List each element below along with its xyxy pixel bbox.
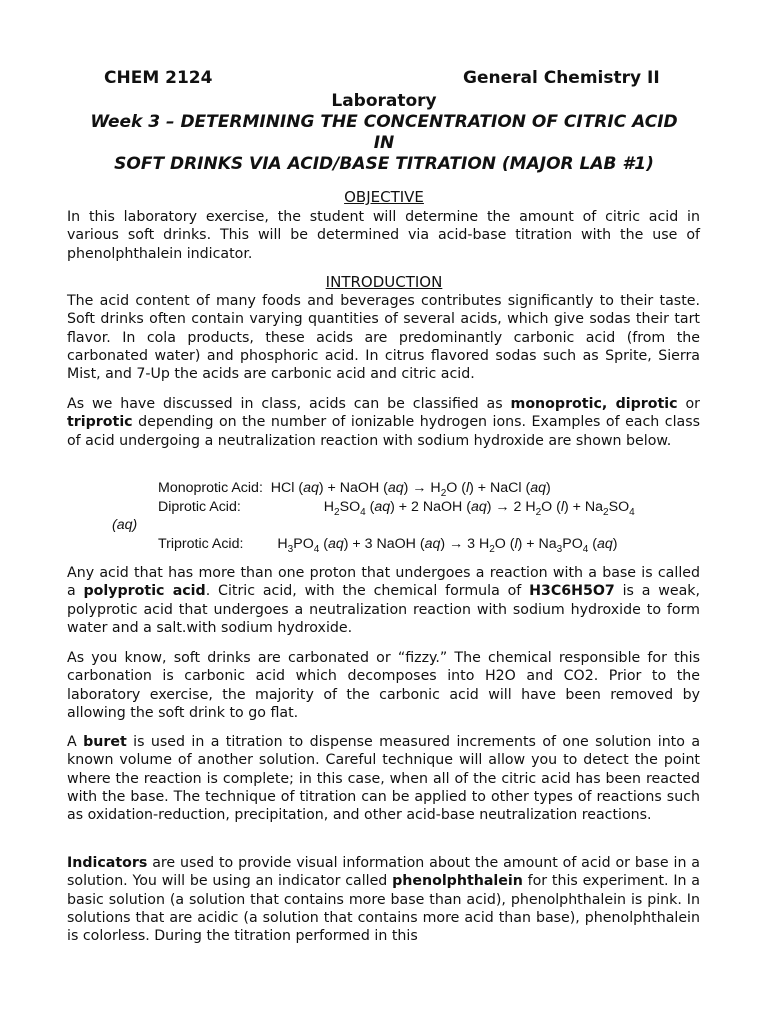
equation-diprotic-wrap (112, 516, 137, 534)
citric-acid-formula: H3C6H5O7 (529, 583, 615, 600)
equation-diprotic: Diprotic Acid: $H_2SO_4$ (aq) + 2 NaOH (aq) → 2 $H_2O$ $(l) + Na_2SO_4$ (158, 499, 635, 518)
text-run: . Citric acid, with the chemical formula of (205, 583, 530, 600)
text-run: As we have discussed in class, acids can be classified as (67, 396, 511, 412)
text-run: is a weak, polyprotic acid that undergoes a neutralization reaction with sodium hydroxide to form water and a salt.with sodium hydroxide. (67, 583, 700, 636)
text-run: A (67, 734, 84, 750)
objective-text: In this laboratory exercise, the student will determine the amount of citric acid in various soft drinks. This will be determined via acid-base titration with the use of phenolphthalein indicator. (67, 209, 700, 262)
course-code: CHEM 2124 (104, 68, 213, 88)
bold-term: polyprotic acid (83, 583, 206, 600)
text-run: are used to provide visual information about the amount of acid or base in a solution. You will be using an indicator called (67, 855, 700, 890)
equation-triprotic: Triprotic Acid: $H_3PO_4$ (aq) + 3 NaOH (aq) → 3 $H_2O$ $(l) + Na_3PO_4$ (aq) (158, 536, 618, 555)
course-title: General Chemistry II (463, 68, 660, 88)
bold-term: triprotic (67, 414, 133, 431)
intro-paragraph-5 (67, 733, 700, 824)
bold-term: monoprotic, diprotic (510, 396, 678, 412)
introduction-heading: INTRODUCTION (325, 273, 443, 291)
state-label: (aq) (112, 517, 138, 533)
title-line-4: SOFT DRINKS VIA ACID/BASE TITRATION (MAJOR LAB #1) (114, 154, 654, 174)
equation-label: Monoprotic Acid: (158, 480, 263, 496)
intro-paragraph-2 (67, 395, 700, 450)
text-run: is used in a titration to dispense measured increments of one solution into a known volume of another solution. Careful technique will allow you to detect the point where the reaction is complete; in this case, when all of the citric acid has been reacted with the base. The technique of titration can be applied to other types of reactions such as oxidation-reduction, precipitation, and other acid-base neutralization reactions. (67, 734, 701, 824)
intro-paragraph-1: The acid content of many foods and beverages contributes significantly to their taste. Soft drinks often contain varying quantities of several acids, which give sodas their tart flavor. In cola products, these acids are predominantly carbonic acid (from the carbonated water) and phosphoric acid. In citrus flavored sodas such as Sprite, Sierra Mist, and 7-Up the acids are carbonic acid and citric acid. (67, 293, 700, 383)
intro-paragraph-4: As you know, soft drinks are carbonated or “fizzy.” The chemical responsible for this carbonation is carbonic acid which decomposes into H2O and CO2. Prior to the laboratory exercise, the majority of the carbonic acid will have been removed by allowing the soft drink to go flat. (67, 650, 700, 721)
title-line-3: IN (373, 133, 395, 153)
title-line-2: Week 3 – DETERMINING THE CONCENTRATION OF CITRIC ACID (90, 112, 678, 132)
bold-term: Indicators (67, 855, 148, 871)
text-run: depending on the number of ionizable hydrogen ions. Examples of each class of acid undergoing a neutralization reaction with sodium hydroxide are shown below. (67, 414, 700, 449)
intro-paragraph-3 (67, 564, 700, 637)
intro-paragraph-6 (67, 854, 700, 945)
objective-heading: OBJECTIVE (344, 188, 424, 206)
equation-label: Diprotic Acid: (158, 499, 241, 515)
text-run: or (677, 396, 701, 412)
text-run: for this experiment. In a basic solution (a solution that contains more base than acid), phenolphthalein is pink. In solutions that are acidic (a solution that contains more acid than base), phenolphthalein is colorless. During the titration performed in this (67, 873, 700, 945)
text-run: Any acid that has more than one proton that undergoes a reaction with a base is called a (67, 565, 700, 600)
equation-label: Triprotic Acid: (158, 536, 244, 552)
bold-term: phenolphthalein (392, 873, 523, 890)
equation-monoprotic: Monoprotic Acid: HCl (aq) + NaOH $(aq) \to H_2O$ (l) + NaCl (aq) (158, 480, 551, 499)
bold-term: buret (83, 734, 127, 750)
title-line-1: Laboratory (331, 91, 437, 111)
